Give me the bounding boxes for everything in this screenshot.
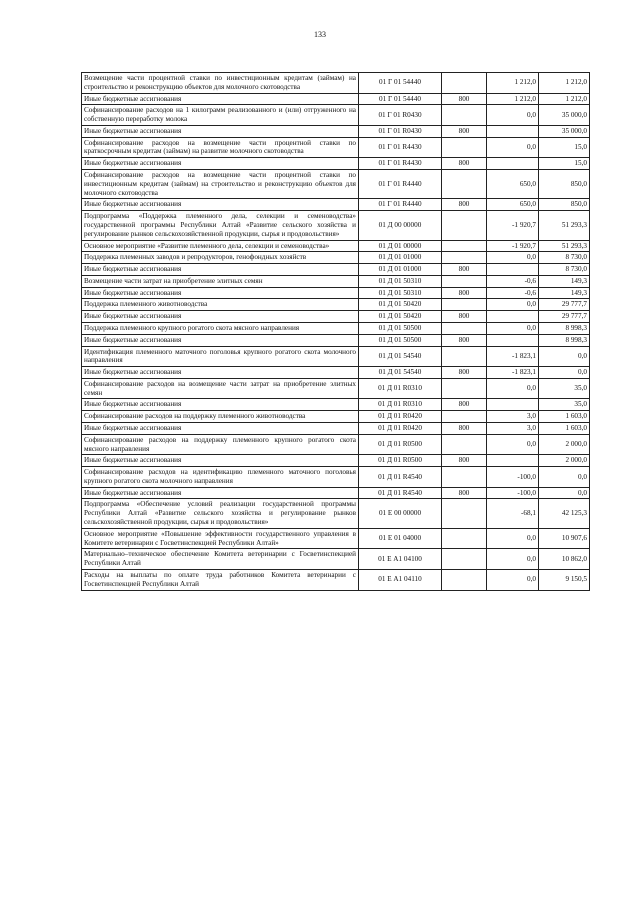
total-amount-cell: 149,3	[539, 275, 590, 287]
expense-type-cell	[442, 105, 487, 126]
table-row	[82, 378, 590, 399]
target-code-cell: 01 Д 01 R0310	[359, 399, 442, 411]
table-row	[82, 199, 590, 211]
table-row	[82, 499, 590, 528]
expense-type-cell: 800	[442, 93, 487, 105]
table-row	[82, 423, 590, 435]
total-amount-cell: 10 907,6	[539, 528, 590, 549]
expense-type-cell	[442, 170, 487, 199]
target-code-cell: 01 Д 01 54540	[359, 346, 442, 367]
target-code-cell: 01 Д 01 01000	[359, 252, 442, 264]
total-amount-cell: 10 862,0	[539, 549, 590, 570]
program-name-cell: Иные бюджетные ассигнования	[82, 455, 359, 467]
table-row	[82, 311, 590, 323]
expense-type-cell	[442, 299, 487, 311]
program-name-cell: Иные бюджетные ассигнования	[82, 487, 359, 499]
program-name-cell: Поддержка племенного животноводства	[82, 299, 359, 311]
change-amount-cell	[487, 399, 539, 411]
target-code-cell: 01 Д 01 50420	[359, 299, 442, 311]
total-amount-cell: 850,0	[539, 199, 590, 211]
total-amount-cell: 0,0	[539, 487, 590, 499]
total-amount-cell: 42 125,3	[539, 499, 590, 528]
total-amount-cell: 0,0	[539, 467, 590, 488]
target-code-cell: 01 Д 01 R0310	[359, 378, 442, 399]
target-code-cell: 01 Д 01 R4540	[359, 467, 442, 488]
change-amount-cell: 3,0	[487, 411, 539, 423]
program-name-cell: Софинансирование расходов на поддержку племенного крупного рогатого скота мясного направления	[82, 434, 359, 455]
change-amount-cell: -0,6	[487, 287, 539, 299]
program-name-cell: Поддержка племенного крупного рогатого скота мясного направления	[82, 322, 359, 334]
total-amount-cell: 35 000,0	[539, 125, 590, 137]
table-row	[82, 275, 590, 287]
target-code-cell: 01 Е А1 04110	[359, 569, 442, 590]
change-amount-cell: 650,0	[487, 199, 539, 211]
total-amount-cell: 9 150,5	[539, 569, 590, 590]
expense-type-cell: 800	[442, 487, 487, 499]
table-row	[82, 334, 590, 346]
change-amount-cell: -100,0	[487, 487, 539, 499]
change-amount-cell: -1 823,1	[487, 367, 539, 379]
change-amount-cell: 650,0	[487, 170, 539, 199]
expense-type-cell: 800	[442, 264, 487, 276]
expense-type-cell	[442, 275, 487, 287]
table-row	[82, 411, 590, 423]
table-row	[82, 252, 590, 264]
total-amount-cell: 850,0	[539, 170, 590, 199]
table-row	[82, 125, 590, 137]
expense-type-cell	[442, 73, 487, 94]
program-name-cell: Софинансирование расходов на возмещение части процентной ставки по инвестиционным кредитам (займам) на строительство и реконструкцию объектов для молочного скотоводства	[82, 170, 359, 199]
table-row	[82, 211, 590, 240]
table-row	[82, 287, 590, 299]
program-name-cell: Возмещение части затрат на приобретение элитных семян	[82, 275, 359, 287]
total-amount-cell: 15,0	[539, 158, 590, 170]
target-code-cell: 01 Г 01 R0430	[359, 105, 442, 126]
table-row	[82, 105, 590, 126]
target-code-cell: 01 Д 01 R0420	[359, 423, 442, 435]
expense-type-cell	[442, 322, 487, 334]
target-code-cell: 01 Д 01 R0500	[359, 455, 442, 467]
total-amount-cell: 29 777,7	[539, 311, 590, 323]
program-name-cell: Иные бюджетные ассигнования	[82, 367, 359, 379]
program-name-cell: Основное мероприятие «Развитие племенного дела, селекции и семеноводства»	[82, 240, 359, 252]
total-amount-cell: 8 730,0	[539, 264, 590, 276]
total-amount-cell: 1 212,0	[539, 93, 590, 105]
program-name-cell: Софинансирование расходов на идентификацию племенного маточного поголовья крупного рогатого скота молочного направления	[82, 467, 359, 488]
total-amount-cell: 1 603,0	[539, 423, 590, 435]
program-name-cell: Иные бюджетные ассигнования	[82, 199, 359, 211]
expense-type-cell	[442, 346, 487, 367]
change-amount-cell: 0,0	[487, 434, 539, 455]
program-name-cell: Иные бюджетные ассигнования	[82, 125, 359, 137]
change-amount-cell: 0,0	[487, 569, 539, 590]
target-code-cell: 01 Г 01 R4440	[359, 170, 442, 199]
total-amount-cell: 8 998,3	[539, 334, 590, 346]
table-row	[82, 299, 590, 311]
target-code-cell: 01 Д 01 R4540	[359, 487, 442, 499]
table-row	[82, 434, 590, 455]
table-row	[82, 137, 590, 158]
target-code-cell: 01 Е 00 00000	[359, 499, 442, 528]
program-name-cell: Софинансирование расходов на возмещение части затрат на приобретение элитных семян	[82, 378, 359, 399]
change-amount-cell: -68,1	[487, 499, 539, 528]
target-code-cell: 01 Д 01 50310	[359, 275, 442, 287]
program-name-cell: Иные бюджетные ассигнования	[82, 287, 359, 299]
target-code-cell: 01 Д 01 01000	[359, 264, 442, 276]
table-row	[82, 569, 590, 590]
change-amount-cell	[487, 264, 539, 276]
target-code-cell: 01 Г 01 54440	[359, 73, 442, 94]
total-amount-cell: 35 000,0	[539, 105, 590, 126]
expense-type-cell	[442, 378, 487, 399]
change-amount-cell: 1 212,0	[487, 93, 539, 105]
program-name-cell: Идентификация племенного маточного поголовья крупного рогатого скота молочного направления	[82, 346, 359, 367]
change-amount-cell: 0,0	[487, 549, 539, 570]
target-code-cell: 01 Е 01 04000	[359, 528, 442, 549]
program-name-cell: Иные бюджетные ассигнования	[82, 158, 359, 170]
page-number: 133	[314, 30, 326, 39]
expense-type-cell	[442, 569, 487, 590]
expense-type-cell: 800	[442, 367, 487, 379]
change-amount-cell: 1 212,0	[487, 73, 539, 94]
change-amount-cell: 0,0	[487, 137, 539, 158]
table-row	[82, 549, 590, 570]
target-code-cell: 01 Д 01 50310	[359, 287, 442, 299]
table-row	[82, 399, 590, 411]
program-name-cell: Софинансирование расходов на возмещение части процентной ставки по краткосрочным кредитам (займам) на развитие молочного скотоводства	[82, 137, 359, 158]
change-amount-cell: -0,6	[487, 275, 539, 287]
change-amount-cell: -100,0	[487, 467, 539, 488]
total-amount-cell: 2 000,0	[539, 434, 590, 455]
total-amount-cell: 1 603,0	[539, 411, 590, 423]
target-code-cell: 01 Г 01 R0430	[359, 125, 442, 137]
program-name-cell: Софинансирование расходов на 1 килограмм реализованного и (или) отгруженного на собственную переработку молока	[82, 105, 359, 126]
table-row	[82, 170, 590, 199]
table-row	[82, 467, 590, 488]
expense-type-cell	[442, 211, 487, 240]
total-amount-cell: 8 730,0	[539, 252, 590, 264]
target-code-cell: 01 Д 01 R0500	[359, 434, 442, 455]
expense-type-cell: 800	[442, 311, 487, 323]
expense-type-cell	[442, 549, 487, 570]
expense-type-cell	[442, 467, 487, 488]
program-name-cell: Иные бюджетные ассигнования	[82, 334, 359, 346]
expense-type-cell	[442, 434, 487, 455]
target-code-cell: 01 Г 01 54440	[359, 93, 442, 105]
expense-type-cell: 800	[442, 399, 487, 411]
change-amount-cell: 0,0	[487, 528, 539, 549]
table-row	[82, 455, 590, 467]
target-code-cell: 01 Г 01 R4430	[359, 158, 442, 170]
change-amount-cell: -1 823,1	[487, 346, 539, 367]
target-code-cell: 01 Д 01 50500	[359, 322, 442, 334]
table-row	[82, 158, 590, 170]
program-name-cell: Основное мероприятие «Повышение эффективности государственного управления в Комитете ветеринарии с Госветинспекцией Республики Алтай»	[82, 528, 359, 549]
change-amount-cell: 0,0	[487, 252, 539, 264]
change-amount-cell: 0,0	[487, 322, 539, 334]
change-amount-cell: -1 920,7	[487, 240, 539, 252]
target-code-cell: 01 Д 00 00000	[359, 211, 442, 240]
total-amount-cell: 0,0	[539, 367, 590, 379]
program-name-cell: Подпрограмма «Поддержка племенного дела, селекции и семеноводства» государственной программы Республики Алтай «Развитие сельского хозяйства и регулирование рынков сельскохозяйственной продукции, сырья и продовольствия»	[82, 211, 359, 240]
program-name-cell: Софинансирование расходов на поддержку племенного животноводства	[82, 411, 359, 423]
table-row	[82, 240, 590, 252]
target-code-cell: 01 Д 01 00000	[359, 240, 442, 252]
total-amount-cell: 1 212,0	[539, 73, 590, 94]
target-code-cell: 01 Г 01 R4440	[359, 199, 442, 211]
total-amount-cell: 2 000,0	[539, 455, 590, 467]
budget-table	[81, 72, 590, 591]
change-amount-cell: 3,0	[487, 423, 539, 435]
target-code-cell: 01 Д 01 54540	[359, 367, 442, 379]
expense-type-cell: 800	[442, 158, 487, 170]
total-amount-cell: 0,0	[539, 346, 590, 367]
total-amount-cell: 51 293,3	[539, 211, 590, 240]
expense-type-cell: 800	[442, 423, 487, 435]
total-amount-cell: 35,0	[539, 378, 590, 399]
program-name-cell: Иные бюджетные ассигнования	[82, 264, 359, 276]
change-amount-cell	[487, 334, 539, 346]
table-row	[82, 367, 590, 379]
program-name-cell: Возмещение части процентной ставки по инвестиционным кредитам (займам) на строительство и реконструкцию объектов для молочного скотоводства	[82, 73, 359, 94]
program-name-cell: Иные бюджетные ассигнования	[82, 93, 359, 105]
total-amount-cell: 35,0	[539, 399, 590, 411]
program-name-cell: Иные бюджетные ассигнования	[82, 399, 359, 411]
table-row	[82, 73, 590, 94]
expense-type-cell: 800	[442, 125, 487, 137]
table-row	[82, 487, 590, 499]
total-amount-cell: 29 777,7	[539, 299, 590, 311]
table-row	[82, 346, 590, 367]
expense-type-cell	[442, 528, 487, 549]
expense-type-cell	[442, 137, 487, 158]
change-amount-cell: -1 920,7	[487, 211, 539, 240]
total-amount-cell: 15,0	[539, 137, 590, 158]
change-amount-cell: 0,0	[487, 378, 539, 399]
change-amount-cell: 0,0	[487, 105, 539, 126]
expense-type-cell	[442, 411, 487, 423]
table-row	[82, 528, 590, 549]
expense-type-cell	[442, 240, 487, 252]
program-name-cell: Иные бюджетные ассигнования	[82, 423, 359, 435]
target-code-cell: 01 Е А1 04100	[359, 549, 442, 570]
program-name-cell: Иные бюджетные ассигнования	[82, 311, 359, 323]
table-row	[82, 322, 590, 334]
target-code-cell: 01 Д 01 50500	[359, 334, 442, 346]
change-amount-cell: 0,0	[487, 299, 539, 311]
total-amount-cell: 149,3	[539, 287, 590, 299]
program-name-cell: Поддержка племенных заводов и репродукторов, генофондных хозяйств	[82, 252, 359, 264]
expense-type-cell	[442, 499, 487, 528]
change-amount-cell	[487, 158, 539, 170]
change-amount-cell	[487, 125, 539, 137]
total-amount-cell: 51 293,3	[539, 240, 590, 252]
expense-type-cell: 800	[442, 199, 487, 211]
program-name-cell: Подпрограмма «Обеспечение условий реализации государственной программы Республики Алтай «Развитие сельского хозяйства и регулирование рынков сельскохозяйственной продукции, сырья и продовольствия»	[82, 499, 359, 528]
program-name-cell: Материально–техническое обеспечение Комитета ветеринарии с Госветинспекцией Республики Алтай	[82, 549, 359, 570]
target-code-cell: 01 Д 01 50420	[359, 311, 442, 323]
program-name-cell: Расходы на выплаты по оплате труда работников Комитета ветеринарии с Госветинспекцией Республики Алтай	[82, 569, 359, 590]
change-amount-cell	[487, 311, 539, 323]
total-amount-cell: 8 998,3	[539, 322, 590, 334]
budget-table-body	[82, 73, 590, 591]
expense-type-cell	[442, 252, 487, 264]
expense-type-cell: 800	[442, 287, 487, 299]
table-row	[82, 264, 590, 276]
table-row	[82, 93, 590, 105]
change-amount-cell	[487, 455, 539, 467]
target-code-cell: 01 Д 01 R0420	[359, 411, 442, 423]
expense-type-cell: 800	[442, 334, 487, 346]
target-code-cell: 01 Г 01 R4430	[359, 137, 442, 158]
expense-type-cell: 800	[442, 455, 487, 467]
